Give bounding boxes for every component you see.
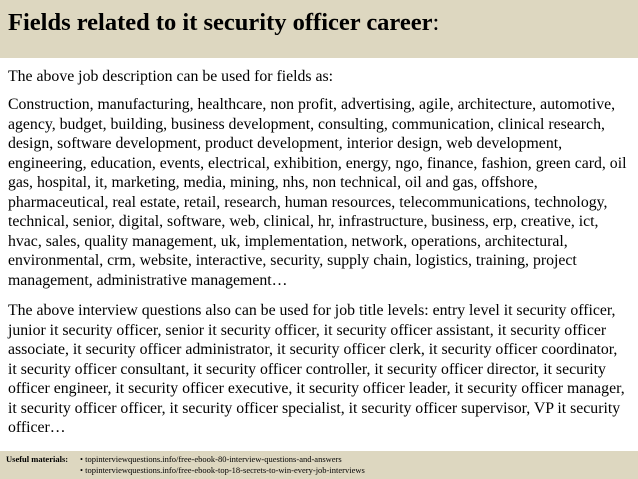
paragraph-line: The above interview questions also can be used for job title levels: entry level it security officer, [8,302,616,319]
paragraph-line: junior it security officer, senior it security officer, it security officer assistant, it security officer [8,321,607,339]
paragraph-line: engineering, education, events, electrical, exhibition, energy, ngo, finance, fashion, green card, oil [8,154,627,172]
ebook-18-secrets-link[interactable]: • topinterviewquestions.info/free-ebook-top-18-secrets-to-win-every-job-interviews [80,465,365,475]
fields-paragraph [8,95,634,290]
paragraph-line: Construction, manufacturing, healthcare, non profit, advertising, agile, architecture, automotive, [8,96,616,113]
ebook-80-questions-link[interactable]: • topinterviewquestions.info/free-ebook-80-interview-questions-and-answers [80,454,342,464]
paragraph-line: officer engineer, it security officer executive, it security officer leader, it security officer manager, [8,380,625,398]
paragraph-line: agency, budget, building, business development, consulting, communication, clinical research, [8,115,605,133]
paragraph-line: associate, it security officer administrator, it security officer clerk, it security officer coordinator, [8,341,618,359]
paragraph-line: design, software development, product development, interior design, web development, [8,135,563,153]
footer-bar [0,451,638,479]
paragraph-line: officer… [8,419,66,437]
paragraph-line: technical, senior, digital, software, web, clinical, hr, infrastructure, business, erp, creative, ict, [8,213,599,231]
intro-text: The above job description can be used for fields as: [8,68,334,85]
paragraph-line: management, administrative management… [8,271,288,289]
slide-title-colon: : [432,9,440,36]
paragraph-line: it security officer officer, it security officer specialist, it security officer supervisor, VP it security [8,399,621,417]
paragraph-line: hvac, sales, quality management, uk, implementation, network, operations, architectural, [8,232,568,250]
job-levels-paragraph [8,301,634,438]
slide-title [8,9,439,37]
paragraph-line: pharmaceutical, real estate, retail, research, human resources, telecommunications, technology, [8,193,608,211]
paragraph-line: gas, hospital, it, marketing, media, mining, nhs, non technical, oil and gas, offshore, [8,174,538,192]
paragraph-line: it security officer consultant, it security officer controller, it security officer director, it security [8,360,606,378]
useful-materials-links [80,454,365,476]
paragraph-line: environmental, crm, website, interactive, security, supply chain, logistics, training, project [8,252,577,270]
title-bar [0,0,638,58]
slide-title-text: Fields related to it security officer career [8,9,433,36]
useful-materials-label: Useful materials: [6,454,69,464]
